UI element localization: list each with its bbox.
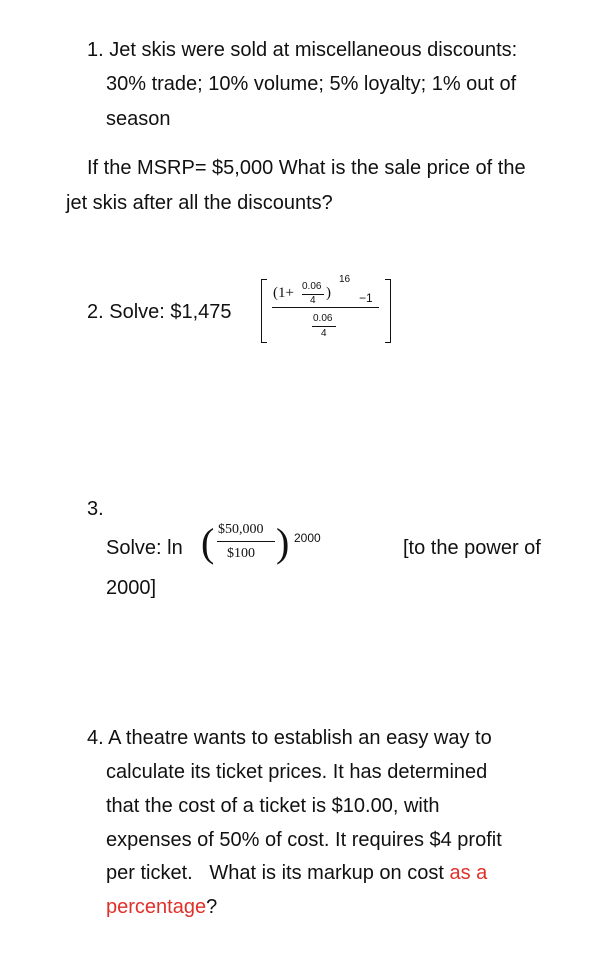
q3-fraction-numerator: $50,000 [218, 522, 264, 537]
right-bracket [385, 279, 391, 343]
q2-denominator-fraction-bar [312, 326, 336, 327]
q1-line-3: season [106, 108, 171, 130]
q3-fraction-denominator: $100 [227, 546, 255, 561]
q4-line-2: calculate its ticket prices. It has determined [106, 761, 488, 783]
q4-highlight-as-a: as a [449, 862, 488, 884]
q4-line-3: that the cost of a ticket is $10.00, with [106, 795, 440, 817]
q4-question-mark: ? [206, 896, 218, 918]
q3-exponent: 2000 [294, 531, 321, 545]
left-bracket [261, 279, 267, 343]
q2-close-paren: ) [326, 285, 331, 301]
q4-line-1: 4. A theatre wants to establish an easy way to [87, 727, 492, 749]
q3-fraction-bar [217, 541, 275, 542]
q4-line-4: expenses of 50% of cost. It requires $4 profit [106, 829, 502, 851]
q1-line-1: 1. Jet skis were sold at miscellaneous discounts: [87, 39, 518, 61]
q2-prefix: 2. Solve: $1,475 [87, 301, 232, 323]
q3-number: 3. [87, 498, 104, 520]
q2-denominator-numerator: 0.06 [313, 313, 333, 324]
q2-denominator-denominator: 4 [321, 328, 327, 339]
q4-line-6 [106, 895, 217, 919]
q2-minus-one: −1 [359, 291, 373, 305]
q2-inner-numerator: 0.06 [302, 281, 322, 292]
q3-solve-label: Solve: ln [106, 537, 183, 559]
q4-line-5 [106, 861, 487, 885]
q1-line-2: 30% trade; 10% volume; 5% loyalty; 1% out of [106, 73, 517, 95]
q3-right-paren: ) [276, 520, 290, 565]
q3-note-part-2: 2000] [106, 577, 157, 599]
q2-one-plus: (1+ [273, 285, 294, 301]
q2-inner-denominator: 4 [310, 295, 316, 306]
q1-line-5: jet skis after all the discounts? [66, 192, 333, 214]
q2-exponent: 16 [339, 274, 351, 285]
q4-line-5-text: per ticket. What is its markup on cost [106, 862, 450, 884]
q4-highlight-percentage: percentage [106, 896, 207, 918]
q3-note-part-1: [to the power of [403, 537, 541, 559]
q2-main-fraction-bar [272, 307, 379, 308]
q3-left-paren: ( [201, 520, 215, 565]
q1-line-4: If the MSRP= $5,000 What is the sale price of the [87, 157, 526, 179]
